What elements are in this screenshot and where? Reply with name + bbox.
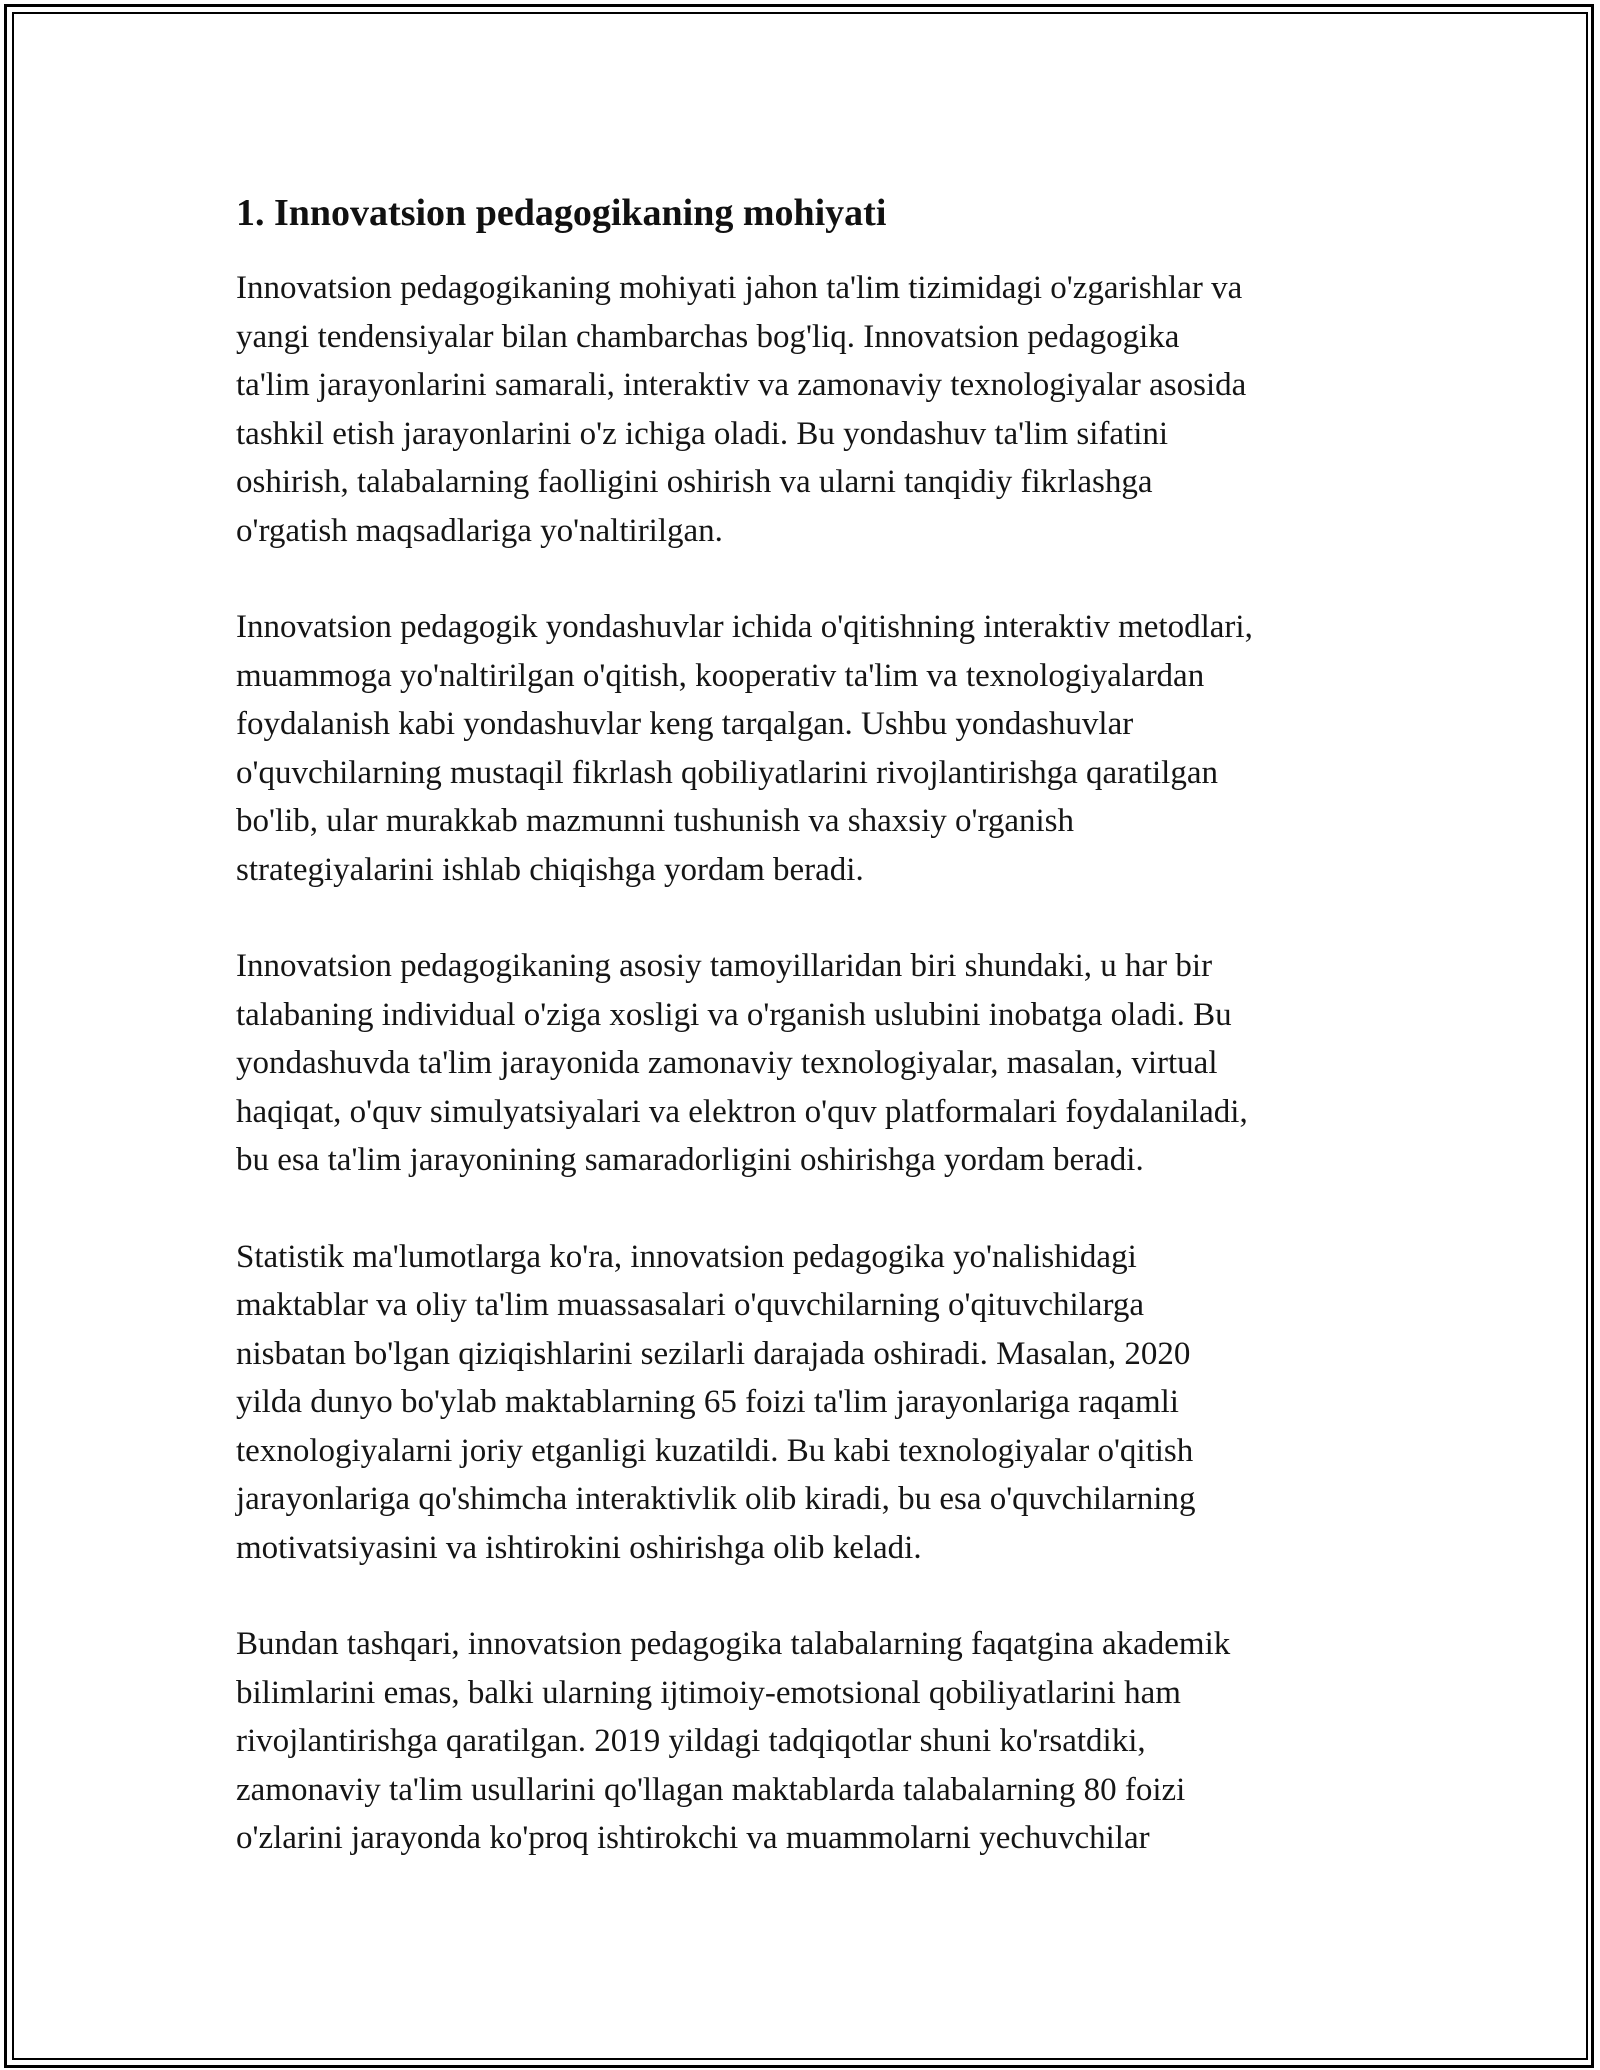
section-heading: 1. Innovatsion pedagogikaning mohiyati bbox=[236, 192, 887, 234]
text-line: Innovatsion pedagogikaning asosiy tamoyillaridan biri shundaki, u har bir bbox=[236, 948, 1213, 984]
text-line: yilda dunyo bo'ylab maktablarning 65 foizi ta'lim jarayonlariga raqamli bbox=[236, 1384, 1179, 1420]
paragraph-5 bbox=[236, 1620, 1376, 1863]
paragraph-3 bbox=[236, 942, 1376, 1185]
text-line: maktablar va oliy ta'lim muassasalari o'quvchilarning o'qituvchilarga bbox=[236, 1287, 1144, 1323]
text-line: bo'lib, ular murakkab mazmunni tushunish va shaxsiy o'rganish bbox=[236, 803, 1075, 839]
text-line: rivojlantirishga qaratilgan. 2019 yildagi tadqiqotlar shuni ko'rsatdiki, bbox=[236, 1723, 1146, 1759]
text-line: o'quvchilarning mustaqil fikrlash qobiliyatlarini rivojlantirishga qaratilgan bbox=[236, 754, 1218, 791]
text-line: yangi tendensiyalar bilan chambarchas bog'liq. Innovatsion pedagogika bbox=[236, 318, 1180, 355]
text-line: talabaning individual o'ziga xosligi va o'rganish uslubini inobatga oladi. Bu bbox=[236, 996, 1232, 1033]
text-line: Innovatsion pedagogik yondashuvlar ichida o'qitishning interaktiv metodlari, bbox=[236, 609, 1253, 645]
paragraph-1 bbox=[236, 264, 1376, 555]
text-line: Bundan tashqari, innovatsion pedagogika talabalarning faqatgina akademik bbox=[236, 1626, 1231, 1662]
text-line: motivatsiyasini va ishtirokini oshirishga olib keladi. bbox=[236, 1529, 922, 1566]
paragraph-4 bbox=[236, 1233, 1376, 1573]
text-line: muammoga yo'naltirilgan o'qitish, kooperativ ta'lim va texnologiyalardan bbox=[236, 657, 1205, 694]
text-line: bu esa ta'lim jarayonining samaradorligini oshirishga yordam beradi. bbox=[236, 1142, 1144, 1178]
text-line: haqiqat, o'quv simulyatsiyalari va elektron o'quv platformalari foydalaniladi, bbox=[236, 1093, 1248, 1130]
text-line: yondashuvda ta'lim jarayonida zamonaviy texnologiyalar, masalan, virtual bbox=[236, 1045, 1218, 1081]
text-line: tashkil etish jarayonlarini o'z ichiga oladi. Bu yondashuv ta'lim sifatini bbox=[236, 415, 1169, 452]
text-line: o'rgatish maqsadlariga yo'naltirilgan. bbox=[236, 512, 723, 549]
text-line: Innovatsion pedagogikaning mohiyati jahon ta'lim tizimidagi o'zgarishlar va bbox=[236, 270, 1243, 306]
text-line: nisbatan bo'lgan qiziqishlarini sezilarli darajada oshiradi. Masalan, 2020 bbox=[236, 1335, 1191, 1372]
text-line: bilimlarini emas, balki ularning ijtimoiy-emotsional qobiliyatlarini ham bbox=[236, 1674, 1181, 1711]
text-line: o'zlarini jarayonda ko'proq ishtirokchi va muammolarni yechuvchilar bbox=[236, 1820, 1150, 1856]
text-line: oshirish, talabalarning faolligini oshirish va ularni tanqidiy fikrlashga bbox=[236, 464, 1153, 500]
text-line: jarayonlariga qo'shimcha interaktivlik olib kiradi, bu esa o'quvchilarning bbox=[236, 1481, 1196, 1517]
document-body bbox=[236, 188, 1376, 1911]
text-line: strategiyalarini ishlab chiqishga yordam beradi. bbox=[236, 851, 864, 888]
text-line: foydalanish kabi yondashuvlar keng tarqalgan. Ushbu yondashuvlar bbox=[236, 706, 1134, 742]
paragraph-2 bbox=[236, 603, 1376, 894]
text-line: ta'lim jarayonlarini samarali, interaktiv va zamonaviy texnologiyalar asosida bbox=[236, 367, 1247, 403]
text-line: Statistik ma'lumotlarga ko'ra, innovatsion pedagogika yo'nalishidagi bbox=[236, 1238, 1137, 1275]
text-line: texnologiyalarni joriy etganligi kuzatildi. Bu kabi texnologiyalar o'qitish bbox=[236, 1432, 1194, 1469]
text-line: zamonaviy ta'lim usullarini qo'llagan maktablarda talabalarning 80 foizi bbox=[236, 1771, 1186, 1808]
